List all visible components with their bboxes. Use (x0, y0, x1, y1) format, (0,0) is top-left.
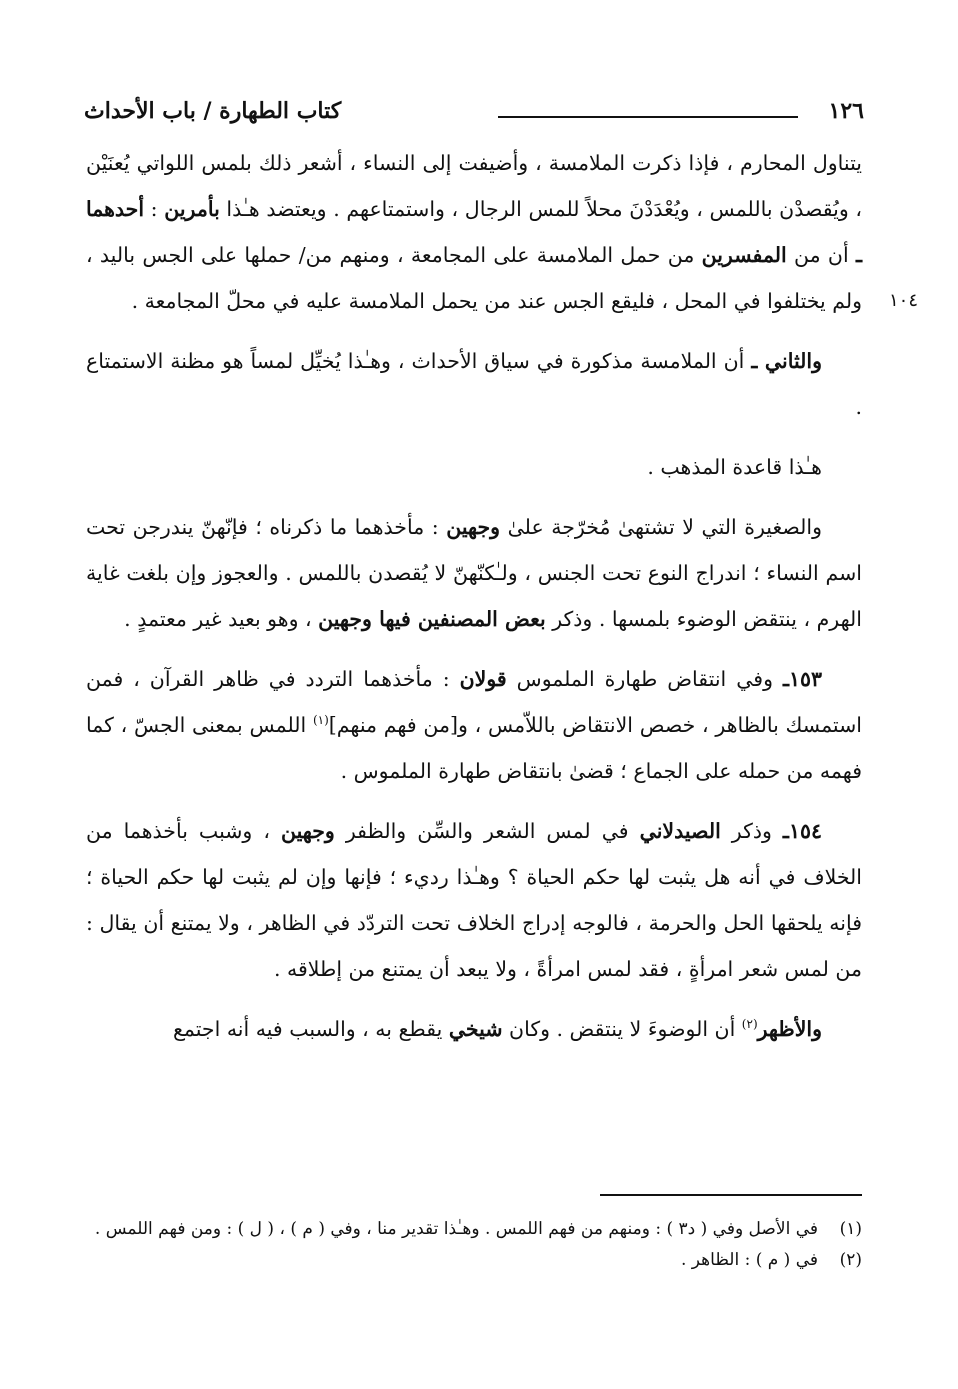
p6-bold-wajhain: وجهين (281, 819, 335, 843)
paragraph-1 (86, 140, 862, 324)
header-rule (498, 116, 798, 118)
p4-bold-musannifin: بعض المصنفين فيها وجهين (318, 607, 546, 631)
p1-line-5: يحمل الملامسة عليه في محلّ المجامعة . (131, 289, 478, 313)
p7-d: يقطع به ، والسبب فيه أنه اجتمع (172, 1017, 449, 1041)
p7-bold-azhar: والأظهر (757, 1017, 822, 1041)
p1-line-3g: من حمل الملامسة على المجامعة ، (397, 243, 702, 267)
p1-line-4: ومنهم من/ حملها على الجس باليد ، ولم يختلفوا في المحل ، فليقع الجس عند من (86, 243, 862, 313)
paragraph-153 (86, 656, 862, 794)
margin-page-note: ١٠٤ (888, 290, 918, 311)
p1-bold-amrain: بأمرين (164, 197, 220, 221)
paragraph-3 (86, 444, 862, 490)
p1-line-3e: أن من (786, 243, 856, 267)
section-number-154: ١٥٤ـ (782, 819, 822, 843)
p6-b: وذكر (720, 819, 783, 843)
paragraph-7 (86, 1006, 862, 1052)
paragraph-4 (86, 504, 862, 642)
p6-d: في لمس الشعر والسِّن والظفر (334, 819, 640, 843)
footnotes (86, 1216, 862, 1278)
p6-f: ، وشبب بأخذهما من الخلاف في أنه هل يثبت لها حكم الحياة ؟ وهـٰذا رديء ؛ فإنها وإن لم يثبت لها حكم الحياة ؛ فإنه يلحقها الحل والحرمة ، فالوجه إدراج الخلاف تحت التردّد في الظاهر ، ولا يمتنع أن يقال : من لمس شعر امرأةٍ ، فقد لمس امرأةً ، ولا يبعد أن يمتنع من إطلاقه . (86, 819, 862, 981)
running-title: كتاب الطهارة / باب الأحداث (84, 98, 342, 124)
p5-d: : مأخذهما التردد في ظاهر القرآن ، فمن استمسك بالظاهر ، خصص الانتقاض باللاّمس ، و[من فهم منهم] (86, 667, 862, 737)
p4-e: ، وهو بعيد غير معتمدٍ . (124, 607, 319, 631)
footnote-2 (86, 1247, 862, 1274)
p1-line-3c: : (144, 197, 165, 221)
main-text (86, 140, 862, 1066)
p7-bold-shaykhi: شيخي (448, 1017, 503, 1041)
paragraph-2 (86, 338, 862, 430)
p6-bold-saydalani: الصيدلاني (639, 819, 721, 843)
page-header (84, 98, 864, 134)
page-number: ١٢٦ (828, 98, 864, 124)
p4-c: : مأخذهما ما ذكرناه ؛ فإنّهنّ يندرجن تحت اسم النساء ؛ اندراج النوع تحت الجنس ، ولـٰكنّهنّ لا يُقصدن باللمس . والعجوز وإن بلغت غاية الهرم ، ينتقض الوضوء بلمسها . وذكر (86, 515, 862, 631)
footnote-1-mark: (١) (839, 1219, 862, 1239)
p1-line-1: يتناول المحارم ، فإذا ذكرت الملامسة ، وأضيفت إلى النساء ، أشعر ذلك بلمس (201, 151, 862, 175)
section-number-153: ١٥٣ـ (782, 667, 822, 691)
footnote-separator (600, 1194, 862, 1196)
footnote-1 (86, 1216, 862, 1243)
footnote-1-text: في الأصل وفي ( د٣ ) : ومنهم من فهم اللمس . وهـٰذا تقدير منا ، وفي ( م ) ، ( ل ) : ومن فهم اللمس . (94, 1219, 818, 1239)
p1-bold-ahaduhuma: أحدهما ـ (86, 197, 862, 267)
paragraph-154 (86, 808, 862, 992)
footnote-ref-1[interactable]: (١) (312, 713, 329, 728)
p2-text: أن الملامسة مذكورة في سياق الأحداث ، وهـٰذا يُخيِّل لمساً هو مظنة الاستمتاع . (86, 349, 862, 419)
p2-bold: والثاني ـ (751, 349, 822, 373)
footnote-2-mark: (٢) (839, 1250, 862, 1270)
p4-bold-wajhain: وجهين (446, 515, 501, 539)
p7-b: أن الوضوءَ لا ينتقض . وكان (502, 1017, 742, 1041)
p1-line-2: اللواتي يُعنَيْن ، ويُقصدْن باللمس ، ويُعْدَدْنَ محلاً للمس الرجال ، واستمتاعهم . (86, 151, 862, 221)
p1-line-3a: ويعتضد هـٰذا (219, 197, 327, 221)
p5-e: اللمس بمعنى الجسّ ، كما فهمه من حمله على الجماع ؛ قضىٰ بانتقاض طهارة الملموس . (86, 713, 862, 783)
footnote-2-text: في ( م ) : الظاهر . (680, 1250, 818, 1270)
p5-b: وفي انتقاض طهارة الملموس (506, 667, 783, 691)
p1-bold-mufassirin: المفسرين (701, 243, 787, 267)
p5-bold-qawlan: قولان (459, 667, 507, 691)
footnote-ref-2[interactable]: (٢) (741, 1017, 758, 1032)
p4-a: والصغيرة التي لا تشتهىٰ مُخرّجة علىٰ (500, 515, 822, 539)
p3-text: هـٰذا قاعدة المذهب . (647, 455, 822, 479)
